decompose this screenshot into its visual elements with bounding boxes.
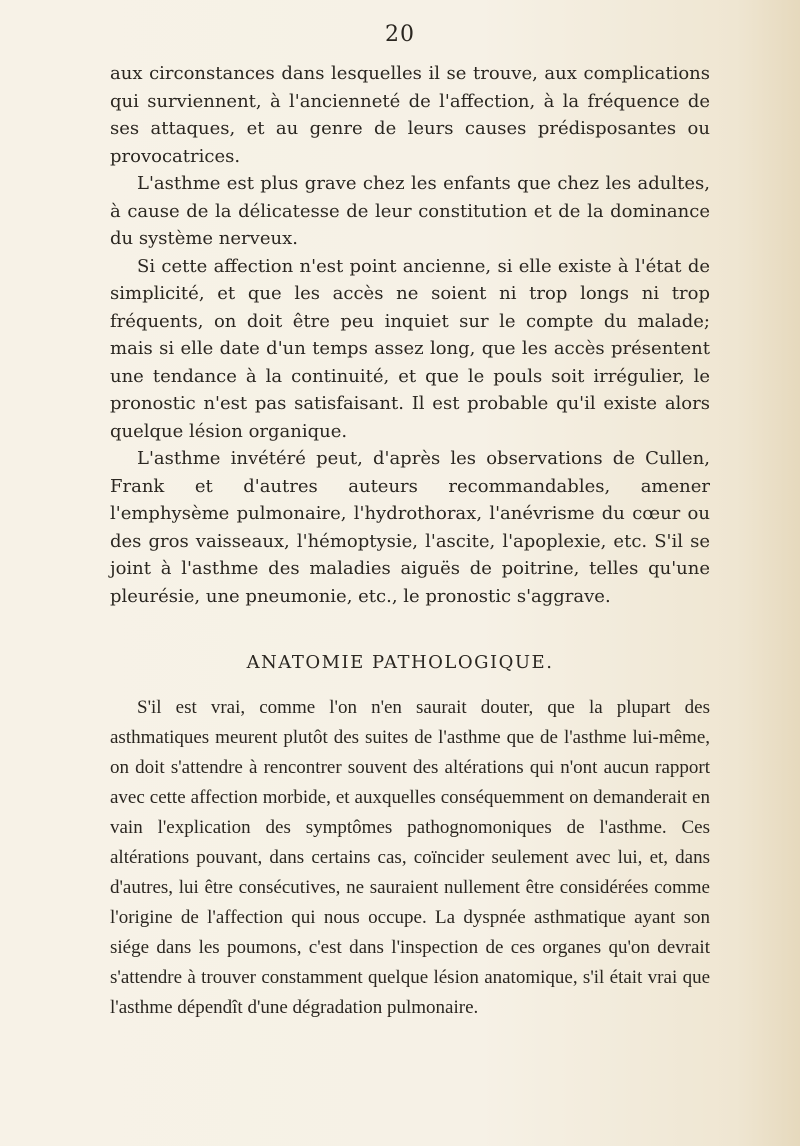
paragraph-1: aux circonstances dans lesquelles il se trouve, aux complications qui surviennent, à l'ancienneté de l'affection, à la fréquence de ses attaques, et au genre de leurs causes prédisposantes ou provocatrices. bbox=[110, 63, 710, 167]
text-block-top bbox=[110, 60, 710, 610]
text-block-bottom bbox=[110, 693, 710, 1023]
paragraph-5: S'il est vrai, comme l'on n'en saurait douter, que la plupart des asthmatiques meurent plutôt des suites de l'asthme que de l'asthme lui-même, on doit s'attendre à rencontrer souvent des altérations qui n'ont aucun rapport avec cette affection morbide, et auxquelles conséquemment on demanderait en vain l'explication des symptômes pathognomoniques de l'asthme. Ces altérations pouvant, dans certains cas, coïncider seulement avec lui, et, dans d'autres, lui être consécutives, ne sauraient nullement être considérées comme l'origine de l'affection qui nous occupe. La dyspnée asthmatique ayant son siége dans les poumons, c'est dans l'inspection de ces organes qu'on devrait s'attendre à trouver constamment quelque lésion anatomique, s'il était vrai que l'asthme dépendît d'une dégradation pulmonaire. bbox=[110, 697, 710, 1018]
page-number: 20 bbox=[385, 22, 415, 47]
section-heading: ANATOMIE PATHOLOGIQUE. bbox=[246, 652, 554, 673]
paragraph-2: L'asthme est plus grave chez les enfants que chez les adultes, à cause de la délicatesse de leur constitution et de la dominance du système nerveux. bbox=[110, 173, 710, 249]
paragraph-3: Si cette affection n'est point ancienne, si elle existe à l'état de simplicité, et que les accès ne soient ni trop longs ni trop fréquents, on doit être peu inquiet sur le compte du malade; mais si elle date d'un temps assez long, que les accès présentent une tendance à la continuité, et que le pouls soit irrégulier, le pronostic n'est pas satisfaisant. Il est probable qu'il existe alors quelque lésion organique. bbox=[110, 255, 710, 442]
paragraph-4: L'asthme invétéré peut, d'après les observations de Cullen, Frank et d'autres auteurs recommandables, amener l'emphysème pulmonaire, l'hydrothorax, l'anévrisme du cœur ou des gros vaisseaux, l'hémoptysie, l'ascite, l'apoplexie, etc. S'il se joint à l'asthme des maladies aiguës de poitrine, telles qu'une pleurésie, une pneumonie, etc., le pronostic s'aggrave. bbox=[110, 448, 710, 607]
